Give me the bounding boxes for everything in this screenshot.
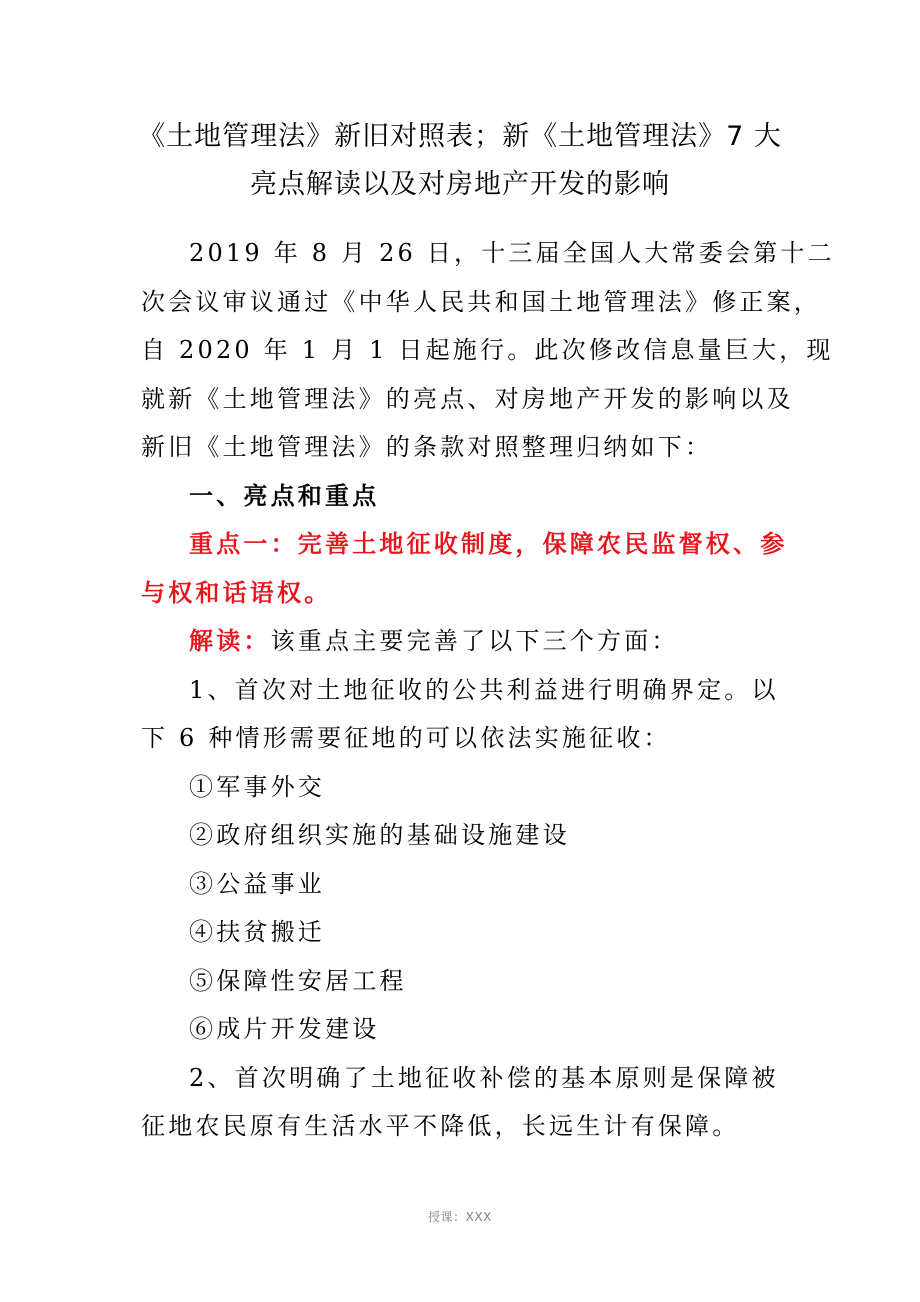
document-body — [141, 229, 835, 1151]
page-footer: 授课：XXX — [428, 1210, 492, 1224]
item-2-paragraph — [141, 1054, 781, 1151]
point-1-line-2: 与权和话语权。 — [141, 577, 332, 607]
list-item: ⑥成片开发建设 — [189, 1015, 380, 1043]
point-1-line-1: 重点一：完善土地征收制度，保障农民监督权、参 — [189, 529, 788, 558]
intro-line-5: 新旧《土地管理法》的条款对照整理归纳如下： — [141, 433, 713, 461]
title-line-2: 亮点解读以及对房地产开发的影响 — [250, 169, 670, 200]
point-1-paragraph — [141, 520, 788, 617]
interpretation-paragraph — [141, 617, 781, 666]
intro-line-3: 自 2020 年 1 月 1 日起施行。此次修改信息量巨大，现 — [141, 336, 834, 364]
intro-line-2: 次会议审议通过《中华人民共和国土地管理法》修正案， — [141, 287, 821, 316]
cases-list — [141, 763, 781, 1054]
interpretation-text: 该重点主要完善了以下三个方面： — [270, 627, 679, 655]
item-1-paragraph — [141, 666, 781, 763]
list-item: ③公益事业 — [189, 869, 325, 898]
list-item: ⑤保障性安居工程 — [189, 966, 407, 995]
item-2-line-1: 2、首次明确了土地征收补偿的基本原则是保障被 — [189, 1063, 779, 1092]
item-2-line-2: 征地农民原有生活水平不降低，长远生计有保障。 — [141, 1112, 740, 1140]
list-item: ①军事外交 — [189, 772, 325, 801]
item-1-line-2: 下 6 种情形需要征地的可以依法实施征收： — [141, 724, 671, 752]
section-heading: 一、亮点和重点 — [189, 480, 380, 510]
intro-paragraph — [141, 229, 835, 472]
intro-line-4: 就新《土地管理法》的亮点、对房地产开发的影响以及 — [141, 384, 794, 413]
intro-line-1: 2019 年 8 月 26 日，十三届全国人大常委会第十二 — [189, 239, 835, 267]
interpretation-label: 解读： — [189, 626, 271, 655]
list-item: ④扶贫搬迁 — [189, 918, 325, 946]
item-1-line-1: 1、首次对土地征收的公共利益进行明确界定。以 — [189, 675, 779, 704]
title-line-1: 《土地管理法》新旧对照表；新《土地管理法》7 大 — [138, 121, 782, 152]
document-title — [120, 113, 800, 209]
list-item: ②政府组织实施的基础设施建设 — [189, 821, 570, 849]
